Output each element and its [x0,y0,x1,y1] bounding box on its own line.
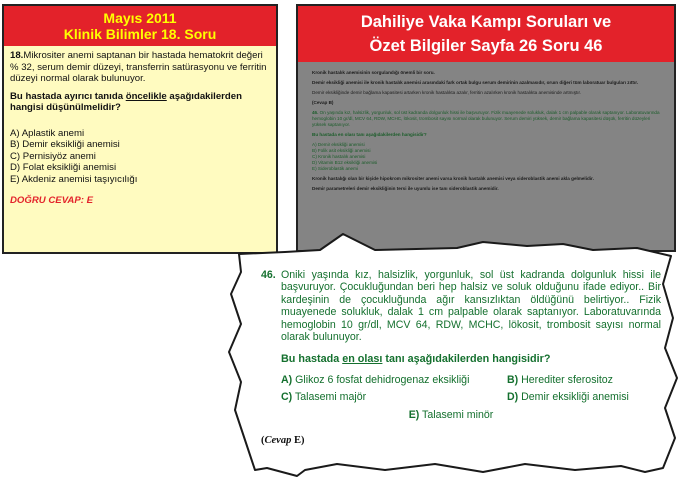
exam-prompt-part: aşağıdakilerden hangisi düşünülmelidir? [10,90,242,113]
callout-question [261,269,661,421]
book-note-1: Kronik hastalık anemisinin sorgulandığı önemli bir soru. [312,70,435,75]
callout-question-number: 46. [261,269,276,281]
callout-options [281,374,661,404]
option-letter: D) [507,391,519,404]
callout-option-e [261,409,641,421]
option-text: Herediter sferositoz [518,373,613,386]
exam-question-body [4,46,276,207]
exam-option-d: D) Folat eksikliği anemisi [10,162,117,173]
exam-option-b: B) Demir eksikliği anemisi [10,139,120,150]
book-case-number: 46. [312,110,319,115]
exam-options-list [10,128,270,186]
exam-option-a: A) Aplastik anemi [10,127,85,139]
callout-prompt-part: Bu hastada [281,353,343,366]
callout-option-a [281,374,507,386]
book-page-ref: Özet Bilgiler Sayfa 26 Soru 46 [369,37,603,55]
callout-prompt-emphasis: en olası [342,353,383,366]
answer-letter: E) [291,435,305,446]
option-text: Demir eksikliği anemisi [518,391,629,404]
answer-word: Cevap [264,435,292,446]
option-text: Talasemi majör [292,391,367,404]
exam-question-header [4,6,276,46]
option-letter: C) [281,391,293,404]
book-page-card [296,4,676,252]
book-case-text: On yaşında kız, halsizlik, yorgunluk, sol üst kadranda dolgunluk hissi ile başvuruyor. Fizik muayenede solukluk, dalak 1 cm palpable olarak saptanıyor. Laboratuvarında hemoglobin 10 gr/dl, MCV 64, RDW, MCHC, lökosit, trombosit sayısı normal olarak bulunuyor. Serum demiri yüksek, demir bağlama kapasitesi düşük, ferritin düzeyleri yüksek saptanıyor. [312,110,660,127]
exam-prompt-emphasis: öncelikle [125,90,167,102]
book-case [312,110,660,128]
exam-question-stem: Mikrositer anemi saptanan bir hastada hematokrit değeri % 32, serum demir düzeyi, transferrin satürasyonu ve ferritin düzeyi normal olarak bulunuyor. [10,50,267,84]
exam-question-text [10,50,270,85]
book-note-3: Demir eksikliğinde demir bağlama kapasitesi artarken kronik hastalıkta azalır, ferritin azalırken kronik hastalıkta anemisinde artmıştır. [312,90,582,95]
exam-date-title: Mayıs 2011 [103,10,177,26]
book-page-scan [298,62,674,192]
callout-option-d [507,391,667,403]
option-letter: B) [507,373,519,386]
book-note-2: Demir eksikliği anemisi ile kronik hastalık anemisi arasındaki fark ortak bulgu serum demirinin azalmasıdır, oruın diğeri tüm laboratuar bulguları zıttır. [312,80,639,85]
exam-option-c: C) Pernisiyöz anemi [10,150,96,162]
option-letter: A) [281,373,293,386]
answer-paren: ( [261,435,265,446]
callout-case [261,269,661,343]
option-text: Glikoz 6 fosfat dehidrogenaz eksikliği [292,373,470,386]
callout-prompt [281,353,661,365]
book-summary-2: Demir parametreleri demir eksikliğinin tersi ile uyumlu ise tanı sideroblastik anemidir. [312,186,499,191]
book-option-d: D) Vitamin B12 eksikliği anemisi [312,160,378,165]
exam-option-e: E) Akdeniz anemisi taşıyıcılığı [10,173,138,185]
exam-question-prompt [10,91,270,114]
book-case-options [312,142,660,172]
book-option-e: E) Sideroblastik anemi [312,166,358,171]
callout-answer [261,435,304,446]
exam-prompt-part: Bu hastada ayırıcı tanıda [10,90,126,102]
callout-case-text: Oniki yaşında kız, halsizlik, yorgunluk, sol üst kadranda dolgunluk hissi ile başvuruyor. Çocukluğundan beri hep halsiz ve soluk olduğunu ifade ediyor.. Bir kardeşinin de çocukluğunda ağır kansızlıktan öldüğünü belirtiyor.. Fizik muayenede solukluk, dalak 1 cm palpable olarak saptanıyor. Laboratuvarında hemoglobin 10 gr/dl, MCV 64, RDW, MCHC, lökosit, trombosit sayısı normal olarak bulunuyor. [281,269,661,344]
exam-correct-answer: DOĞRU CEVAP: E [10,195,93,206]
exam-question-title: Klinik Bilimler 18. Soru [63,26,217,42]
book-case-question: Bu hastada en olası tanı aşağıdakilerden hangisidir? [312,132,427,137]
book-option-c: C) Kronik hastalık anemisi [312,154,366,159]
callout-option-b [507,374,667,386]
book-page-header [298,6,674,62]
book-title: Dahiliye Vaka Kampı Soruları ve [360,13,612,31]
callout-prompt-part: tanı aşağıdakilerden hangisidir? [382,353,551,366]
exam-question-number: 18. [10,50,24,61]
book-option-a: A) Demir eksikliği anemisi [312,142,365,147]
book-note-answer: (Cevap B) [312,100,334,105]
book-option-b: B) Folik asit eksikliği anemisi [312,148,371,153]
option-letter: E) [408,408,420,421]
zoom-callout [225,232,680,479]
exam-question-card [2,4,278,254]
callout-option-c [281,391,507,403]
book-summary-1: Kronik hastalığı olan bir kişide hipokrom mikrositer anemi varsa kronik hastalık anemisi veya sideroblastik anemi akla gelmelidir. [312,176,594,181]
option-text: Talasemi minör [419,408,494,421]
